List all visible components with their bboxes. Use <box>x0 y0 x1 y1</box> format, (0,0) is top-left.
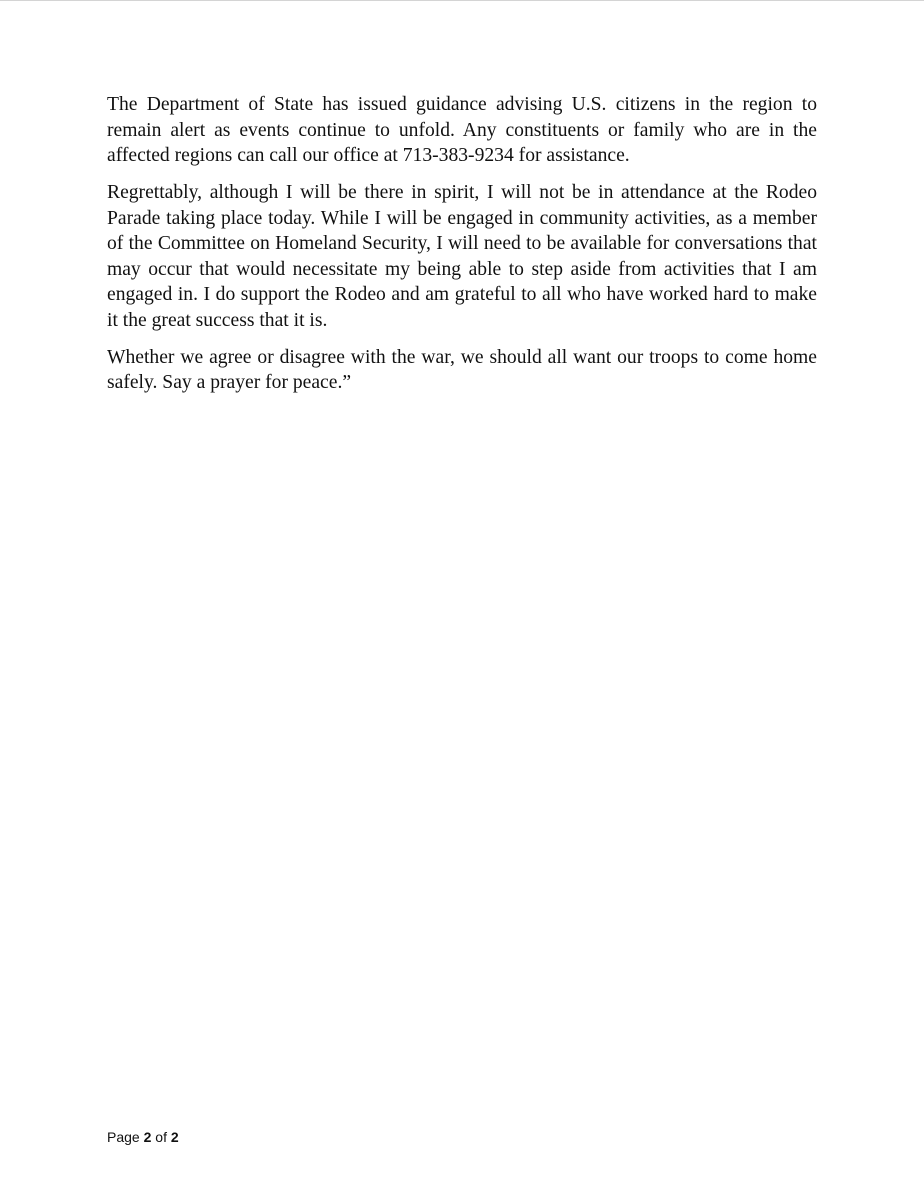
paragraph-troops-prayer: Whether we agree or disagree with the war, we should all want our troops to come home safely. Say a prayer for peace.” <box>107 346 817 393</box>
document-body <box>107 92 817 407</box>
current-page-number: 2 <box>143 1129 152 1145</box>
paragraph-state-department-guidance: The Department of State has issued guidance advising U.S. citizens in the region to remain alert as events continue to unfold. Any constituents or family who are in the affected regions can call our office at 713-383-9234 for assistance. <box>107 94 817 166</box>
of-word: of <box>155 1129 167 1145</box>
paragraph-rodeo-parade: Regrettably, although I will be there in spirit, I will not be in attendance at the Rodeo Parade taking place today. While I will be engaged in community activities, as a member of the Committee on Homeland Security, I will need to be available for conversations that may occur that would necessitate my being able to step aside from activities that I am engaged in. I do support the Rodeo and am grateful to all who have worked hard to make it the great success that it is. <box>107 182 817 331</box>
page-number-footer <box>107 1129 179 1145</box>
total-pages-number: 2 <box>170 1129 179 1145</box>
page-word: Page <box>107 1129 140 1145</box>
